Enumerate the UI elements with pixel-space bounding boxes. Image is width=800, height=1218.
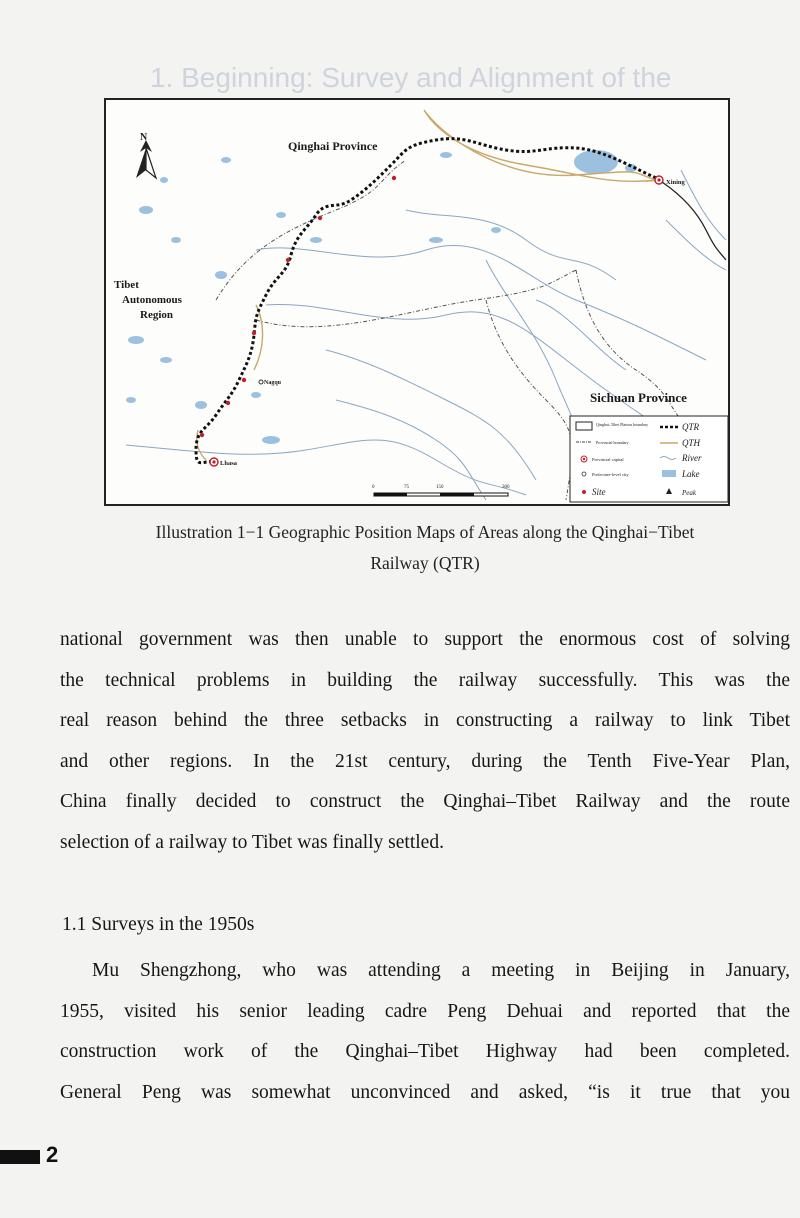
scale-tick-150: 150 xyxy=(436,485,444,490)
legend-river: River xyxy=(682,453,702,463)
label-lhasa: Lhasa xyxy=(220,460,237,467)
label-sichuan: Sichuan Province xyxy=(590,390,687,405)
map-canvas xyxy=(106,100,728,504)
paragraph-1-line: real reason behind the three setbacks in constructing a railway to link Tibet xyxy=(60,710,790,732)
section-heading: 1.1 Surveys in the 1950s xyxy=(62,914,255,935)
label-tibet-3: Region xyxy=(140,309,173,321)
label-xining: Xining xyxy=(666,179,685,186)
figure-caption-line-2: Railway (QTR) xyxy=(370,553,480,573)
body-paragraph-2 xyxy=(60,951,790,1113)
legend-provincial-boundary: Provincial boundary xyxy=(596,440,629,445)
legend-provincial-capital: Provincial capital xyxy=(592,457,624,462)
paragraph-1-line: and other regions. In the 21st century, during the Tenth Five-Year Plan, xyxy=(60,750,790,772)
paragraph-1-line: China finally decided to construct the Qinghai–Tibet Railway and the route xyxy=(60,791,790,813)
scale-tick-0: 0 xyxy=(372,485,375,490)
scale-bar xyxy=(372,485,510,496)
legend-qth: QTH xyxy=(682,438,701,448)
paragraph-1-line: selection of a railway to Tibet was finally settled. xyxy=(60,831,444,853)
paragraph-2-line: General Peng was somewhat unconvinced and asked, “is it true that you xyxy=(60,1081,790,1103)
paragraph-1-line: the technical problems in building the railway successfully. This was the xyxy=(60,669,790,691)
legend-plateau-boundary: Qinghai–Tibet Plateau boundary xyxy=(596,422,649,427)
geographic-map xyxy=(104,98,730,506)
label-tibet-1: Tibet xyxy=(114,279,139,291)
label-nagqu: Nagqu xyxy=(264,380,282,386)
legend-peak: Peak xyxy=(682,489,696,497)
scale-tick-300: 300 xyxy=(502,485,510,490)
label-qinghai: Qinghai Province xyxy=(288,139,378,153)
legend-qtr: QTR xyxy=(682,422,700,432)
lakes xyxy=(126,150,637,444)
legend-site: Site xyxy=(592,487,606,497)
legend-lake: Lake xyxy=(682,469,700,479)
paragraph-2-line: construction work of the Qinghai–Tibet Highway had been completed. xyxy=(60,1041,790,1063)
page-number: 2 xyxy=(46,1142,59,1167)
right-boundary xyxy=(662,182,726,260)
qtr-route xyxy=(196,139,661,463)
north-label: N xyxy=(140,132,148,143)
figure-caption-line-1: Illustration 1−1 Geographic Position Maps of Areas along the Qinghai−Tibet xyxy=(155,522,695,542)
body-paragraph-1 xyxy=(60,620,790,864)
north-arrow-icon xyxy=(136,132,156,178)
legend-prefecture-city: Prefecture-level city xyxy=(592,472,629,477)
bleed-through-line-1: 1. Beginning: Survey and Alignment of the xyxy=(150,62,672,93)
footer-bar xyxy=(0,1150,40,1164)
paragraph-2-line: Mu Shengzhong, who was attending a meeting in Beijing in January, xyxy=(92,960,790,981)
map-legend xyxy=(570,416,728,502)
scale-tick-75: 75 xyxy=(404,485,409,490)
paragraph-2-line: 1955, visited his senior leading cadre Peng Dehuai and reported that the xyxy=(60,1000,790,1022)
paragraph-1-line: national government was then unable to support the enormous cost of solving xyxy=(60,629,790,650)
label-tibet-2: Autonomous xyxy=(122,294,182,306)
